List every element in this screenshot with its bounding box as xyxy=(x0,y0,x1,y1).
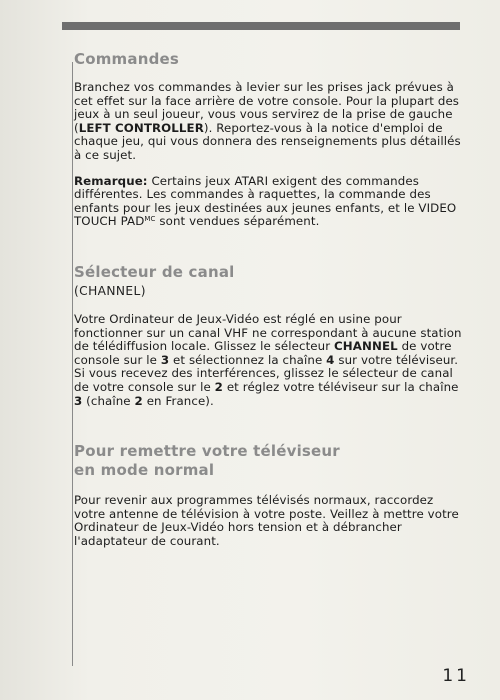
bold-text: 2 xyxy=(134,393,143,408)
text: Votre Ordinateur de Jeux-Vidéo est réglé en usine pour fonctionner sur un canal VHF ne correspondant à aucune station de télédiffusion locale. Glissez le sélecteur xyxy=(74,311,462,354)
section-title: Commandes xyxy=(74,50,180,68)
text: sont vendues séparément. xyxy=(155,214,320,229)
bold-text: 4 xyxy=(326,352,335,367)
text: ). Reportez-vous à la notice d'emploi de chaque jeu, qui vous donnera des renseignements plus détaillés à ce sujet. xyxy=(74,120,461,162)
text: de votre console sur le xyxy=(74,339,452,367)
section-title xyxy=(74,442,466,480)
remark-label: Remarque: xyxy=(74,173,148,188)
text: sur votre téléviseur. Si vous recevez des interférences, glissez le sélecteur de canal de votre console sur le xyxy=(74,352,459,394)
superscript: MC xyxy=(144,215,156,224)
text: (chaîne xyxy=(82,393,135,408)
section-mode-normal xyxy=(74,442,466,548)
text: en France). xyxy=(142,393,214,408)
margin-rule xyxy=(72,62,73,666)
title-line: Pour remettre votre téléviseur xyxy=(74,442,340,461)
text: et réglez votre téléviseur sur la chaîne xyxy=(222,379,459,394)
bold-text: CHANNEL xyxy=(334,339,398,354)
bold-text: LEFT CONTROLLER xyxy=(78,120,204,135)
text: Certains jeux ATARI exigent des commandes différentes. Les commandes à raquettes, la commande des enfants pour les jeux destinées aux jeunes enfants, et le VIDEO TOUCH PAD xyxy=(74,173,457,229)
paragraph: Pour revenir aux programmes télévisés normaux, raccordez votre antenne de télévision à votre poste. Veillez à mettre votre Ordinateur de Jeux-Vidéo hors tension et à débrancher l'adaptateur de courant. xyxy=(74,493,459,548)
text: et sélectionnez la chaîne xyxy=(169,352,327,367)
bold-text: 2 xyxy=(214,379,223,394)
section-subtitle: (CHANNEL) xyxy=(74,283,146,298)
text: Branchez vos commandes à levier sur les prises jack prévues à cet effet sur la face arrière de votre console. Pour la plupart des jeux à un seul joueur, vous vous servirez de la prise de gauche ( xyxy=(74,80,460,135)
paragraph xyxy=(74,81,466,163)
section-title: Sélecteur de canal xyxy=(74,262,235,281)
header-bar xyxy=(62,22,460,30)
page-content xyxy=(74,50,466,548)
page-number: 11 xyxy=(442,666,470,686)
paragraph xyxy=(74,313,466,408)
bold-text: 3 xyxy=(74,393,83,408)
section-selecteur xyxy=(74,263,466,408)
remark-paragraph xyxy=(74,175,466,229)
section-commandes xyxy=(74,50,466,229)
bold-text: 3 xyxy=(160,352,170,367)
title-line: en mode normal xyxy=(74,461,215,480)
